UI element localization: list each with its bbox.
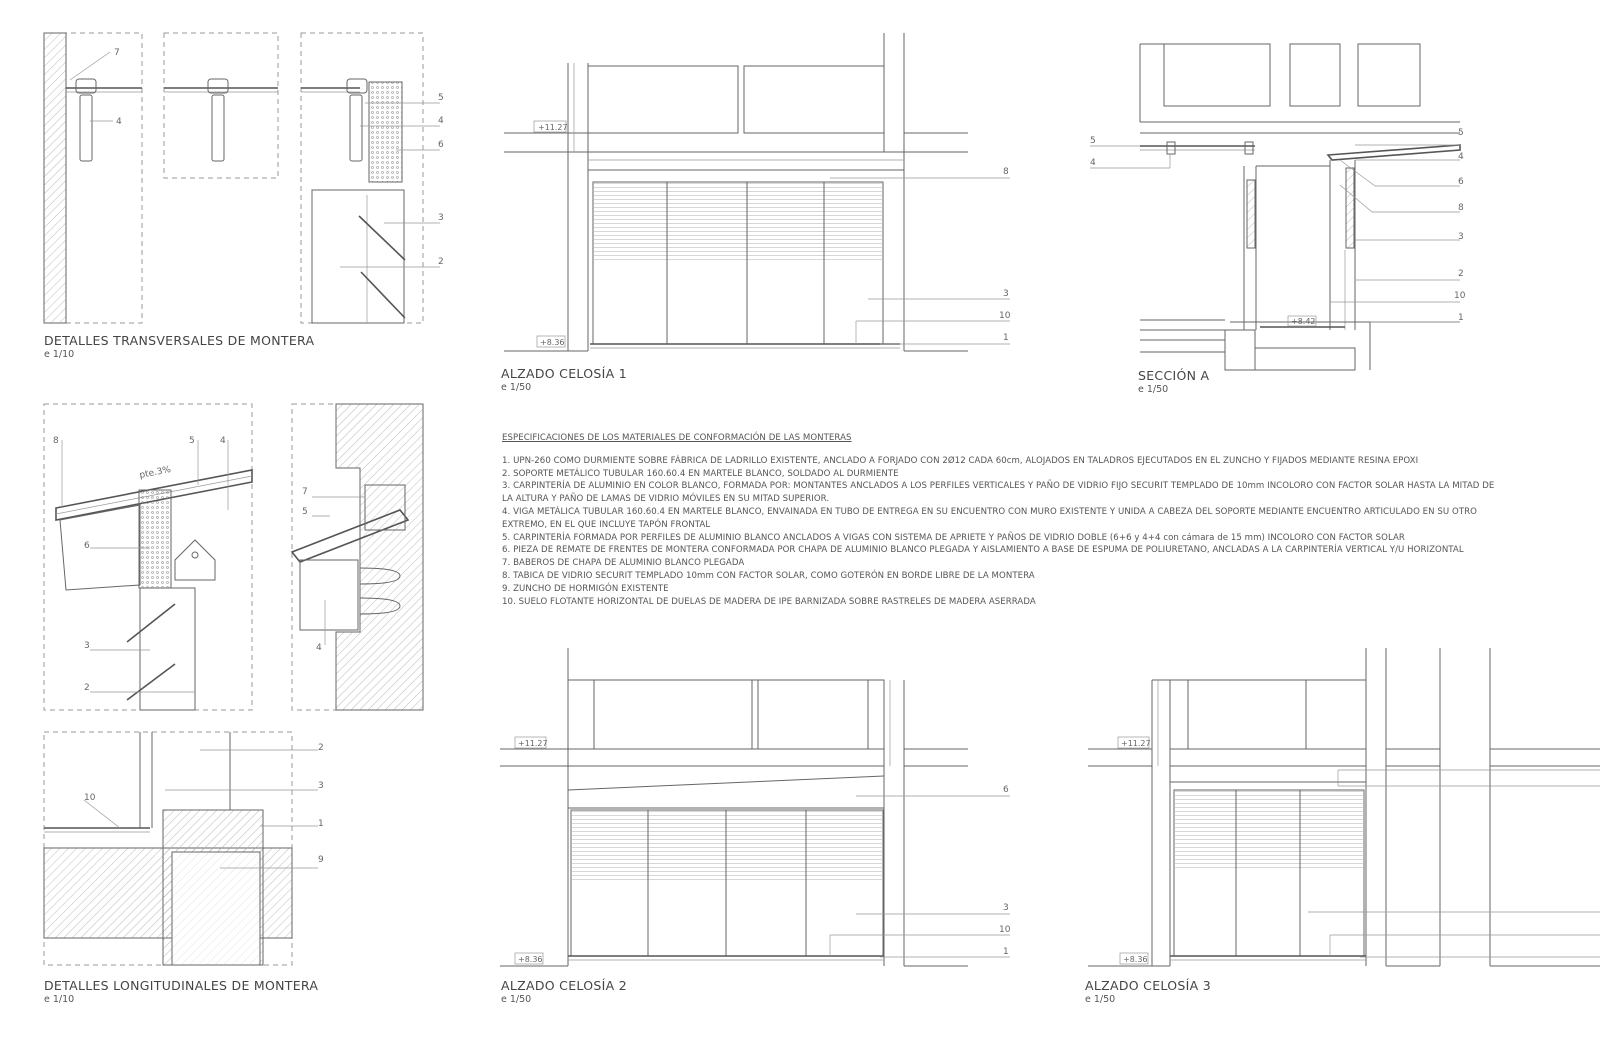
- wall-hatch: [44, 33, 66, 323]
- level-label: +8.36: [1123, 955, 1148, 964]
- callout-label: 8: [1458, 203, 1464, 213]
- level-label: +8.42: [1291, 317, 1316, 326]
- slope-label: pte.3%: [138, 465, 172, 481]
- callout-label: 2: [1458, 269, 1464, 279]
- view-scale: e 1/50: [1138, 384, 1169, 395]
- callout-label: 10: [84, 793, 96, 803]
- section-a: [1090, 44, 1460, 370]
- caption-longitudinales: [44, 978, 318, 1005]
- spec-item: 1. UPN-260 COMO DURMIENTE SOBRE FÁBRICA DE LADRILLO EXISTENTE, ANCLADO A FORJADO CON 2Ø12 CADA 60cm, ALOJADOS EN TALADROS EJECUTADOS EN EL ZUNCHO Y FIJADOS MEDIANTE RESINA EPOXI: [502, 455, 1419, 466]
- callout-label: 10: [1454, 291, 1466, 301]
- callout-label: 4: [1090, 158, 1096, 168]
- callout-label: 1: [318, 819, 324, 829]
- callout-label: 10: [999, 311, 1011, 321]
- callout-label: 1: [1003, 947, 1009, 957]
- caption-seccion-a: [1138, 368, 1209, 395]
- callout-label: 4: [116, 117, 122, 127]
- callout-label: 4: [316, 643, 322, 653]
- callout-label: 3: [84, 641, 90, 651]
- callout-label: 5: [302, 507, 308, 517]
- specifications-block: [502, 432, 1502, 608]
- callout-label: 6: [438, 140, 444, 150]
- callout-label: 1: [1458, 313, 1464, 323]
- frame-box: [164, 33, 278, 178]
- detail-transversal: [44, 33, 440, 323]
- celosia-3-labels: [1121, 739, 1151, 964]
- view-scale: e 1/10: [44, 994, 75, 1005]
- view-scale: e 1/50: [501, 382, 532, 393]
- callout-label: 8: [1003, 167, 1009, 177]
- spec-item: 3. CARPINTERÍA DE ALUMINIO EN COLOR BLANCO, FORMADA POR: MONTANTES ANCLADOS A LOS PERFILES VERTICALES Y PAÑO DE VIDRIO FIJO SECURIT TEMPLADO DE 10mm INCOLORO CON FACTOR SOLAR HASTA LA MITAD DE LA ALTURA Y PAÑO DE LAMAS DE VIDRIO MÓVILES EN SU MITAD SUPERIOR.: [502, 481, 1495, 505]
- elevation-celosia-1: [504, 33, 1010, 351]
- frame-box: [301, 33, 423, 323]
- spec-item: 5. CARPINTERÍA FORMADA POR PERFILES DE ALUMINIO BLANCO ANCLADOS A VIGAS CON SISTEMA DE APRIETE Y PAÑOS DE VIDRIO DOBLE (6+6 y 4+4 con cámara de 15 mm) INCOLORO CON FACTOR SOLAR: [502, 532, 1405, 543]
- spec-item: 4. VIGA METÁLICA TUBULAR 160.60.4 EN MARTELE BLANCO, ENVAINADA EN TUBO DE ENTREGA EN SU ENCUENTRO CON MURO EXISTENTE Y UNIDA A CABEZA DEL SOPORTE MEDIANTE ENCUENTRO ARTICULADO EN SU OTRO EXTREMO, EN EL QUE INCLUYE TAPÓN FRONTAL: [502, 506, 1477, 530]
- callout-label: 7: [302, 487, 308, 497]
- level-label: +11.27: [1121, 739, 1151, 748]
- view-title: ALZADO CELOSÍA 2: [501, 978, 627, 993]
- callout-label: 9: [318, 855, 324, 865]
- spec-item: 7. BABEROS DE CHAPA DE ALUMINIO BLANCO PLEGADA: [502, 558, 745, 569]
- callout-label: 5: [1090, 136, 1096, 146]
- callout-label: 3: [1458, 232, 1464, 242]
- caption-celosia-1: [501, 366, 627, 393]
- view-title: DETALLES TRANSVERSALES DE MONTERA: [44, 333, 315, 348]
- level-label: +11.27: [538, 123, 568, 132]
- beam-section: [212, 95, 224, 161]
- callout-label: 2: [318, 743, 324, 753]
- level-label: +8.36: [540, 338, 565, 347]
- callout-label: 5: [1458, 128, 1464, 138]
- beam-section: [80, 95, 92, 161]
- callout-label: 5: [189, 436, 195, 446]
- callout-label: 10: [999, 925, 1011, 935]
- caption-celosia-3: [1085, 978, 1211, 1005]
- callout-label: 8: [53, 436, 59, 446]
- view-title: ALZADO CELOSÍA 3: [1085, 978, 1211, 993]
- callout-label: 2: [84, 683, 90, 693]
- callout-label: 6: [84, 541, 90, 551]
- callout-label: 3: [438, 213, 444, 223]
- caption-celosia-2: [501, 978, 627, 1005]
- spec-item: 2. SOPORTE METÁLICO TUBULAR 160.60.4 EN MARTELE BLANCO, SOLDADO AL DURMIENTE: [502, 468, 899, 479]
- spec-item: 6. PIEZA DE REMATE DE FRENTES DE MONTERA CONFORMADA POR CHAPA DE ALUMINIO BLANCO PLEGADA Y AISLAMIENTO A BASE DE ESPUMA DE POLIURETANO, ANCLADAS A LA CARPINTERÍA VERTICAL Y/U HORIZONTAL: [502, 545, 1464, 556]
- beam-section: [350, 95, 362, 161]
- view-title: DETALLES LONGITUDINALES DE MONTERA: [44, 978, 319, 993]
- insulation-fill: [139, 490, 171, 588]
- insulation-fill: [369, 82, 402, 182]
- callout-label: 7: [114, 48, 120, 58]
- spec-item: 10. SUELO FLOTANTE HORIZONTAL DE DUELAS DE MADERA DE IPE BARNIZADA SOBRE RASTRELES DE MADERA ASERRADA: [502, 596, 1036, 607]
- view-title: ALZADO CELOSÍA 1: [501, 366, 627, 381]
- elevation-celosia-2: [500, 648, 1010, 966]
- detail-longitudinal: [44, 404, 423, 965]
- callout-label: 1: [1003, 333, 1009, 343]
- view-scale: e 1/50: [1085, 994, 1116, 1005]
- view-scale: e 1/10: [44, 349, 75, 360]
- callout-label: 4: [438, 116, 444, 126]
- level-label: +8.36: [518, 955, 543, 964]
- callout-label: 6: [1458, 177, 1464, 187]
- callout-label: 4: [1458, 152, 1464, 162]
- view-title: SECCIÓN A: [1138, 368, 1210, 383]
- specs-heading: ESPECIFICACIONES DE LOS MATERIALES DE CONFORMACIÓN DE LAS MONTERAS: [502, 433, 852, 443]
- callout-label: 2: [438, 257, 444, 267]
- view-scale: e 1/50: [501, 994, 532, 1005]
- callout-label: 4: [220, 436, 226, 446]
- spec-item: 8. TABICA DE VIDRIO SECURIT TEMPLADO 10mm CON FACTOR SOLAR, COMO GOTERÓN EN BORDE LIBRE DE LA MONTERA: [502, 570, 1035, 581]
- caption-transversales: [44, 333, 314, 360]
- callout-label: 3: [1003, 289, 1009, 299]
- callout-label: 3: [1003, 903, 1009, 913]
- level-label: +11.27: [518, 739, 548, 748]
- callout-label: 5: [438, 93, 444, 103]
- callout-label: 6: [1003, 785, 1009, 795]
- spec-item: 9. ZUNCHO DE HORMIGÓN EXISTENTE: [502, 583, 669, 594]
- callout-label: 3: [318, 781, 324, 791]
- elevation-celosia-3: [1088, 648, 1600, 966]
- section-a-labels: [1090, 128, 1466, 326]
